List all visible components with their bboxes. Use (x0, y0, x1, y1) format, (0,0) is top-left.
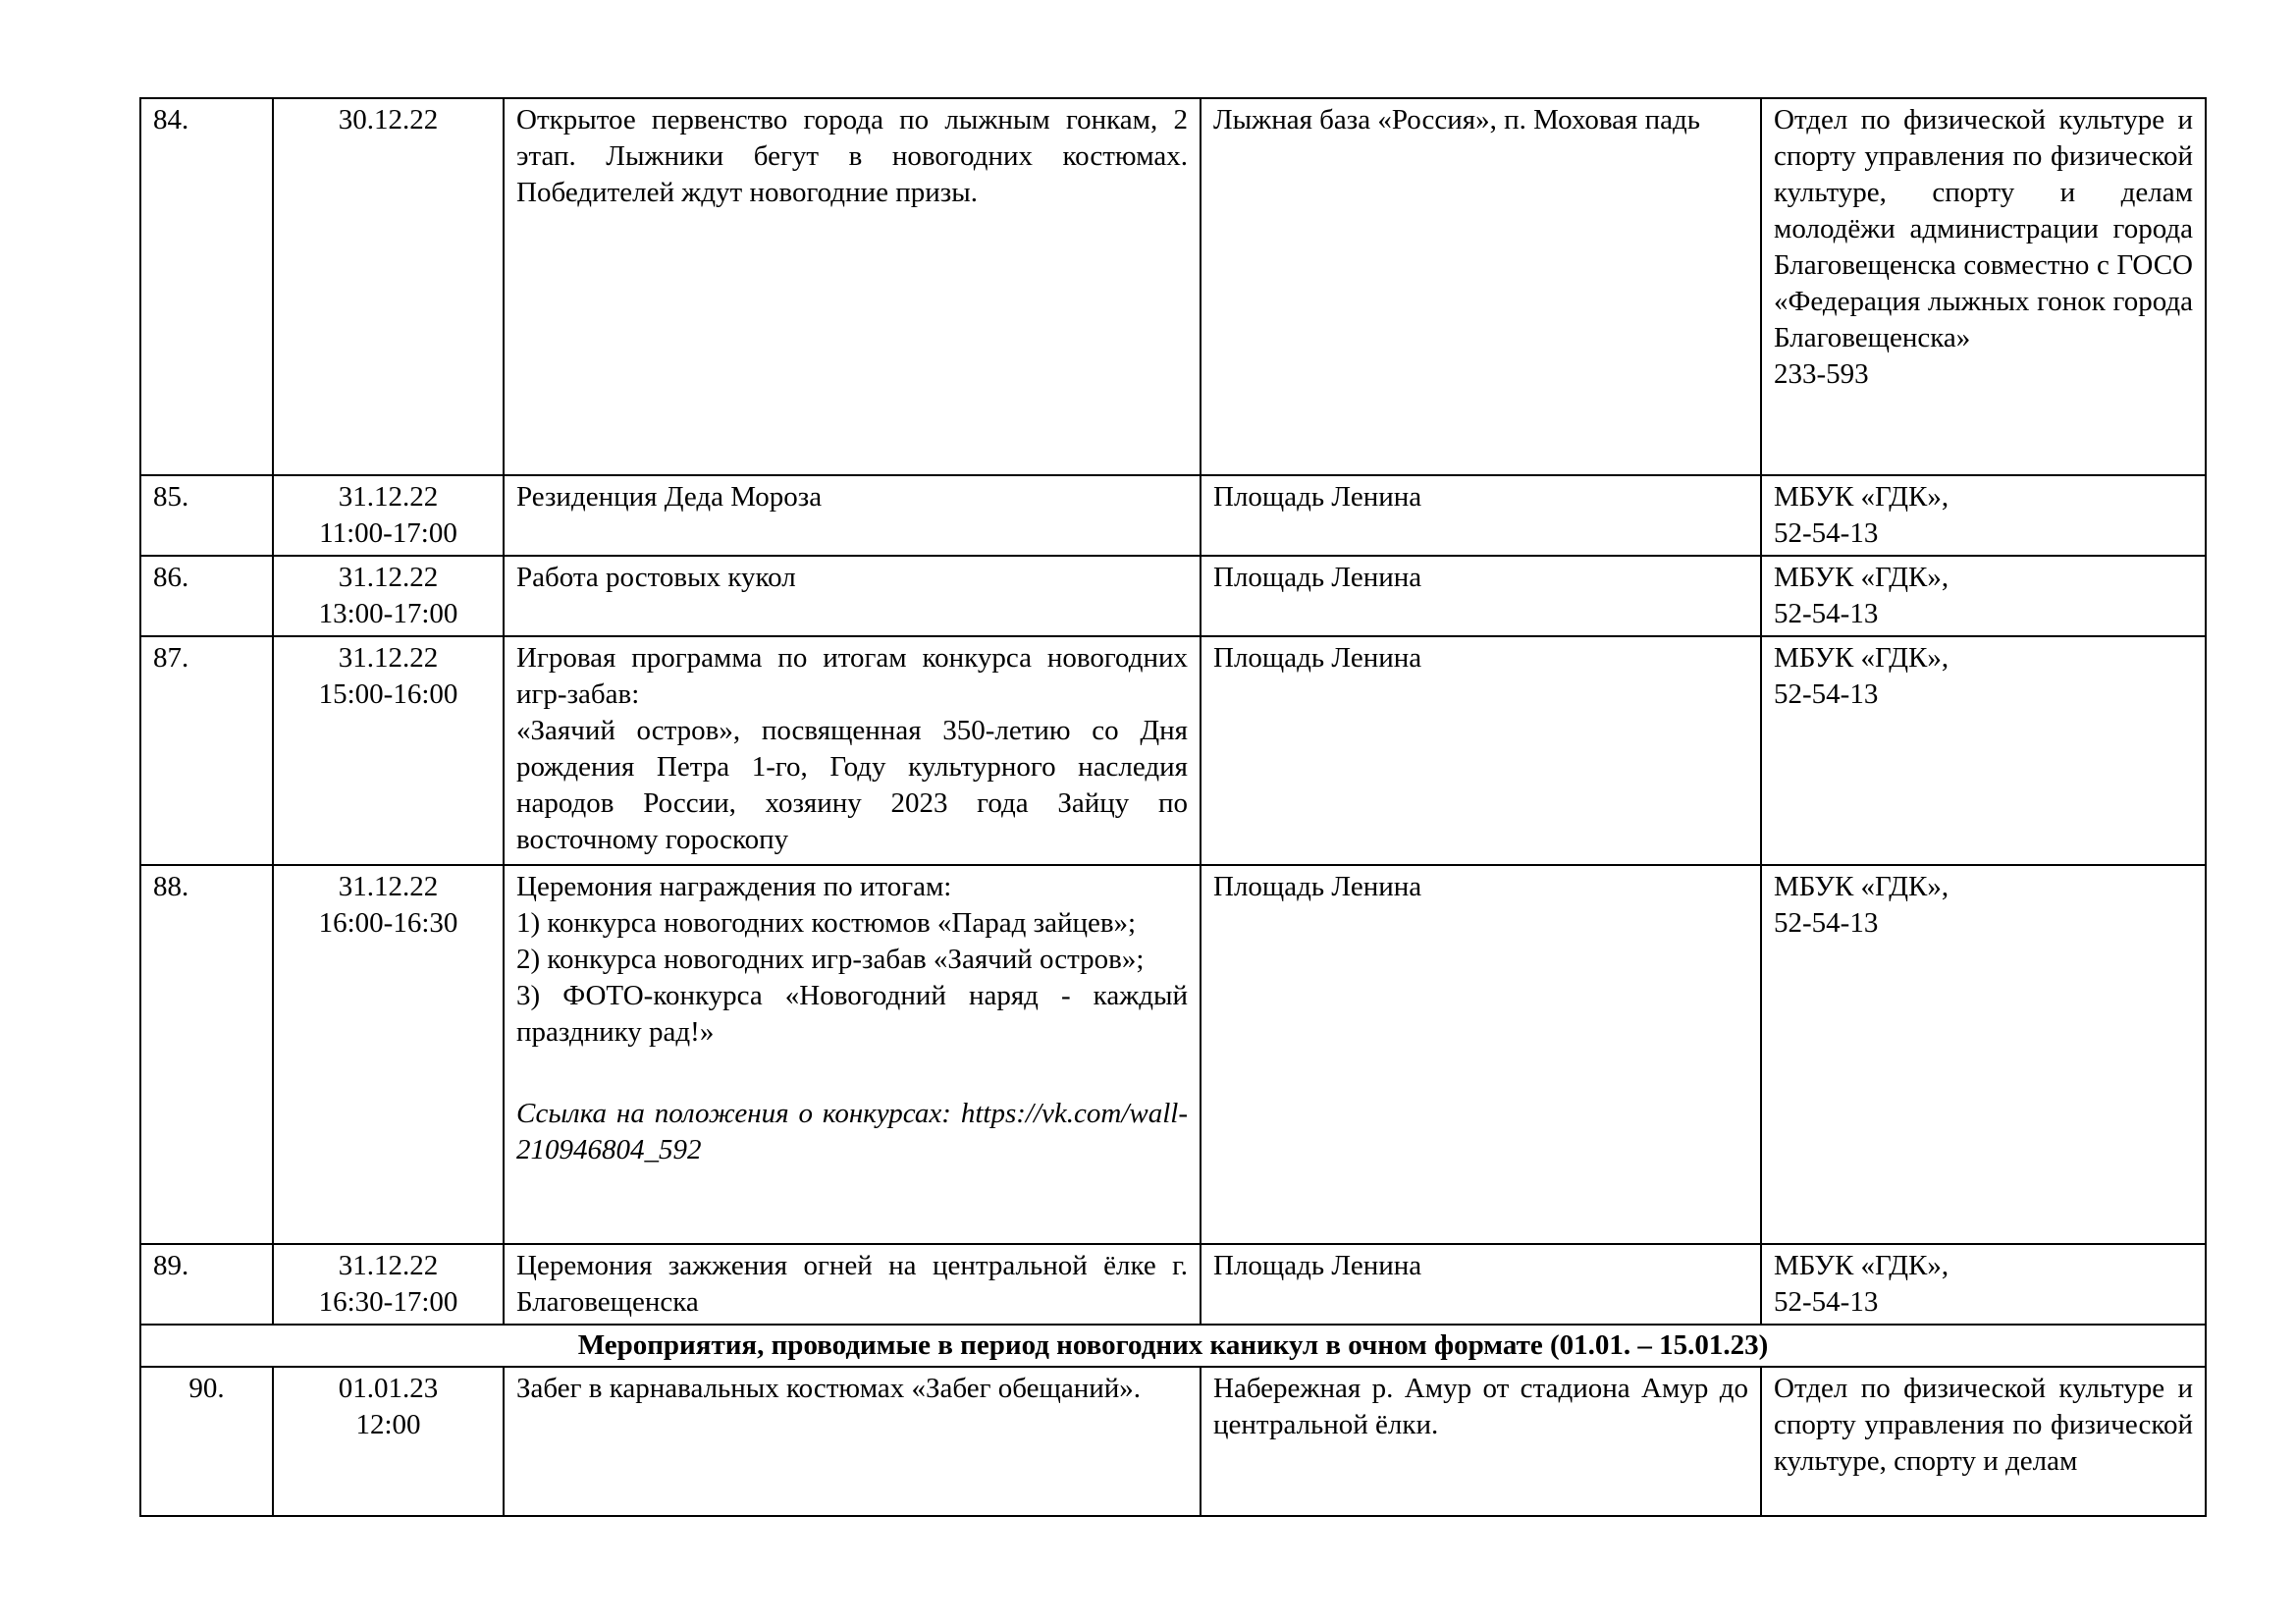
organizer-text: МБУК «ГДК», (1774, 562, 1949, 593)
event-location: Площадь Ленина (1213, 1250, 1422, 1281)
event-location: Набережная р. Амур от стадиона Амур до центральной ёлки. (1213, 1373, 1748, 1440)
organizer-phone: 52-54-13 (1774, 678, 1879, 710)
event-description-cell (504, 475, 1201, 556)
event-date: 30.12.22 (338, 104, 439, 135)
row-number: 85. (153, 481, 189, 513)
events-table (139, 97, 2207, 1517)
table-row (140, 556, 2206, 636)
organizer-text: МБУК «ГДК», (1774, 642, 1949, 674)
event-time: 16:00-16:30 (318, 907, 458, 939)
event-date: 31.12.22 (338, 1250, 439, 1281)
section-header-row (140, 1325, 2206, 1367)
row-number: 89. (153, 1250, 189, 1281)
row-number-cell (140, 98, 273, 475)
event-description: Игровая программа по итогам конкурса новогодних игр-забав: (516, 642, 1188, 710)
table-row (140, 1367, 2206, 1516)
date-cell (273, 475, 504, 556)
event-date: 01.01.23 (338, 1373, 439, 1404)
event-description-cell (504, 865, 1201, 1244)
location-cell (1201, 475, 1761, 556)
event-date: 31.12.22 (338, 871, 439, 902)
date-cell (273, 865, 504, 1244)
table-row (140, 636, 2206, 865)
row-number-cell (140, 1367, 273, 1516)
section-header-title: Мероприятия, проводимые в период новогодних каникул в очном формате (01.01. – 15.01.23) (577, 1329, 1769, 1361)
table-row (140, 98, 2206, 475)
row-number: 84. (153, 104, 189, 135)
event-location: Площадь Ленина (1213, 481, 1422, 513)
section-header-cell (140, 1325, 2206, 1367)
location-cell (1201, 1244, 1761, 1325)
date-cell (273, 556, 504, 636)
organizer-cell (1761, 475, 2206, 556)
organizer-phone: 52-54-13 (1774, 1286, 1879, 1318)
organizer-phone: 52-54-13 (1774, 598, 1879, 629)
event-time: 13:00-17:00 (318, 598, 458, 629)
event-description: Церемония награждения по итогам: (516, 871, 952, 902)
event-description-cell (504, 1244, 1201, 1325)
table-row (140, 865, 2206, 1244)
event-description-cell (504, 1367, 1201, 1516)
organizer-cell (1761, 1367, 2206, 1516)
organizer-text: Отдел по физической культуре и спорту управления по физической культуре, спорту и делам (1774, 1373, 2193, 1477)
row-number-cell (140, 1244, 273, 1325)
location-cell (1201, 865, 1761, 1244)
event-date: 31.12.22 (338, 562, 439, 593)
location-cell (1201, 636, 1761, 865)
event-time: 11:00-17:00 (319, 517, 457, 549)
organizer-cell (1761, 1244, 2206, 1325)
event-time: 16:30-17:00 (318, 1286, 458, 1318)
contest-item: 3) ФОТО-конкурса «Новогодний наряд - каждый празднику рад!» (516, 980, 1188, 1048)
event-description: «Заячий остров», посвященная 350-летию со Дня рождения Петра 1-го, Году культурного наследия народов России, хозяину 2023 года Зайцу по восточному гороскопу (516, 715, 1188, 855)
row-number: 86. (153, 562, 189, 593)
event-description: Работа ростовых кукол (516, 562, 796, 593)
event-time: 12:00 (355, 1409, 421, 1440)
event-location: Площадь Ленина (1213, 871, 1422, 902)
organizer-text: МБУК «ГДК», (1774, 871, 1949, 902)
organizer-cell (1761, 636, 2206, 865)
event-description: Забег в карнавальных костюмах «Забег обещаний». (516, 1373, 1142, 1404)
contest-item: 2) конкурса новогодних игр-забав «Заячий остров»; (516, 944, 1145, 975)
event-description-cell (504, 98, 1201, 475)
date-cell (273, 98, 504, 475)
table-row (140, 475, 2206, 556)
organizer-cell (1761, 98, 2206, 475)
organizer-cell (1761, 865, 2206, 1244)
row-number-cell (140, 475, 273, 556)
event-description-cell (504, 556, 1201, 636)
location-cell (1201, 1367, 1761, 1516)
event-location: Площадь Ленина (1213, 562, 1422, 593)
row-number: 87. (153, 642, 189, 674)
organizer-phone: 233-593 (1774, 358, 1869, 390)
date-cell (273, 1244, 504, 1325)
location-cell (1201, 556, 1761, 636)
row-number: 88. (153, 871, 189, 902)
row-number: 90. (188, 1373, 225, 1404)
row-number-cell (140, 865, 273, 1244)
event-date: 31.12.22 (338, 481, 439, 513)
organizer-text: МБУК «ГДК», (1774, 1250, 1949, 1281)
table-row (140, 1244, 2206, 1325)
event-description: Резиденция Деда Мороза (516, 481, 823, 513)
row-number-cell (140, 556, 273, 636)
event-description: Открытое первенство города по лыжным гонкам, 2 этап. Лыжники бегут в новогодних костюмах. Победителей ждут новогодние призы. (516, 104, 1188, 208)
location-cell (1201, 98, 1761, 475)
event-description: Церемония зажжения огней на центральной ёлке г. Благовещенска (516, 1250, 1188, 1318)
organizer-text: МБУК «ГДК», (1774, 481, 1949, 513)
contest-item: 1) конкурса новогодних костюмов «Парад зайцев»; (516, 907, 1137, 939)
event-date: 31.12.22 (338, 642, 439, 674)
event-location: Площадь Ленина (1213, 642, 1422, 674)
contest-link-note: Ссылка на положения о конкурсах: https://vk.com/wall-210946804_592 (516, 1098, 1188, 1165)
event-time: 15:00-16:00 (318, 678, 458, 710)
row-number-cell (140, 636, 273, 865)
organizer-cell (1761, 556, 2206, 636)
event-location: Лыжная база «Россия», п. Моховая падь (1213, 104, 1701, 135)
organizer-phone: 52-54-13 (1774, 517, 1879, 549)
organizer-text: Отдел по физической культуре и спорту управления по физической культуре, спорту и делам молодёжи администрации города Благовещенска совместно с ГОСО «Федерация лыжных гонок города Благовещенска» (1774, 104, 2193, 353)
date-cell (273, 1367, 504, 1516)
organizer-phone: 52-54-13 (1774, 907, 1879, 939)
event-description-cell (504, 636, 1201, 865)
date-cell (273, 636, 504, 865)
